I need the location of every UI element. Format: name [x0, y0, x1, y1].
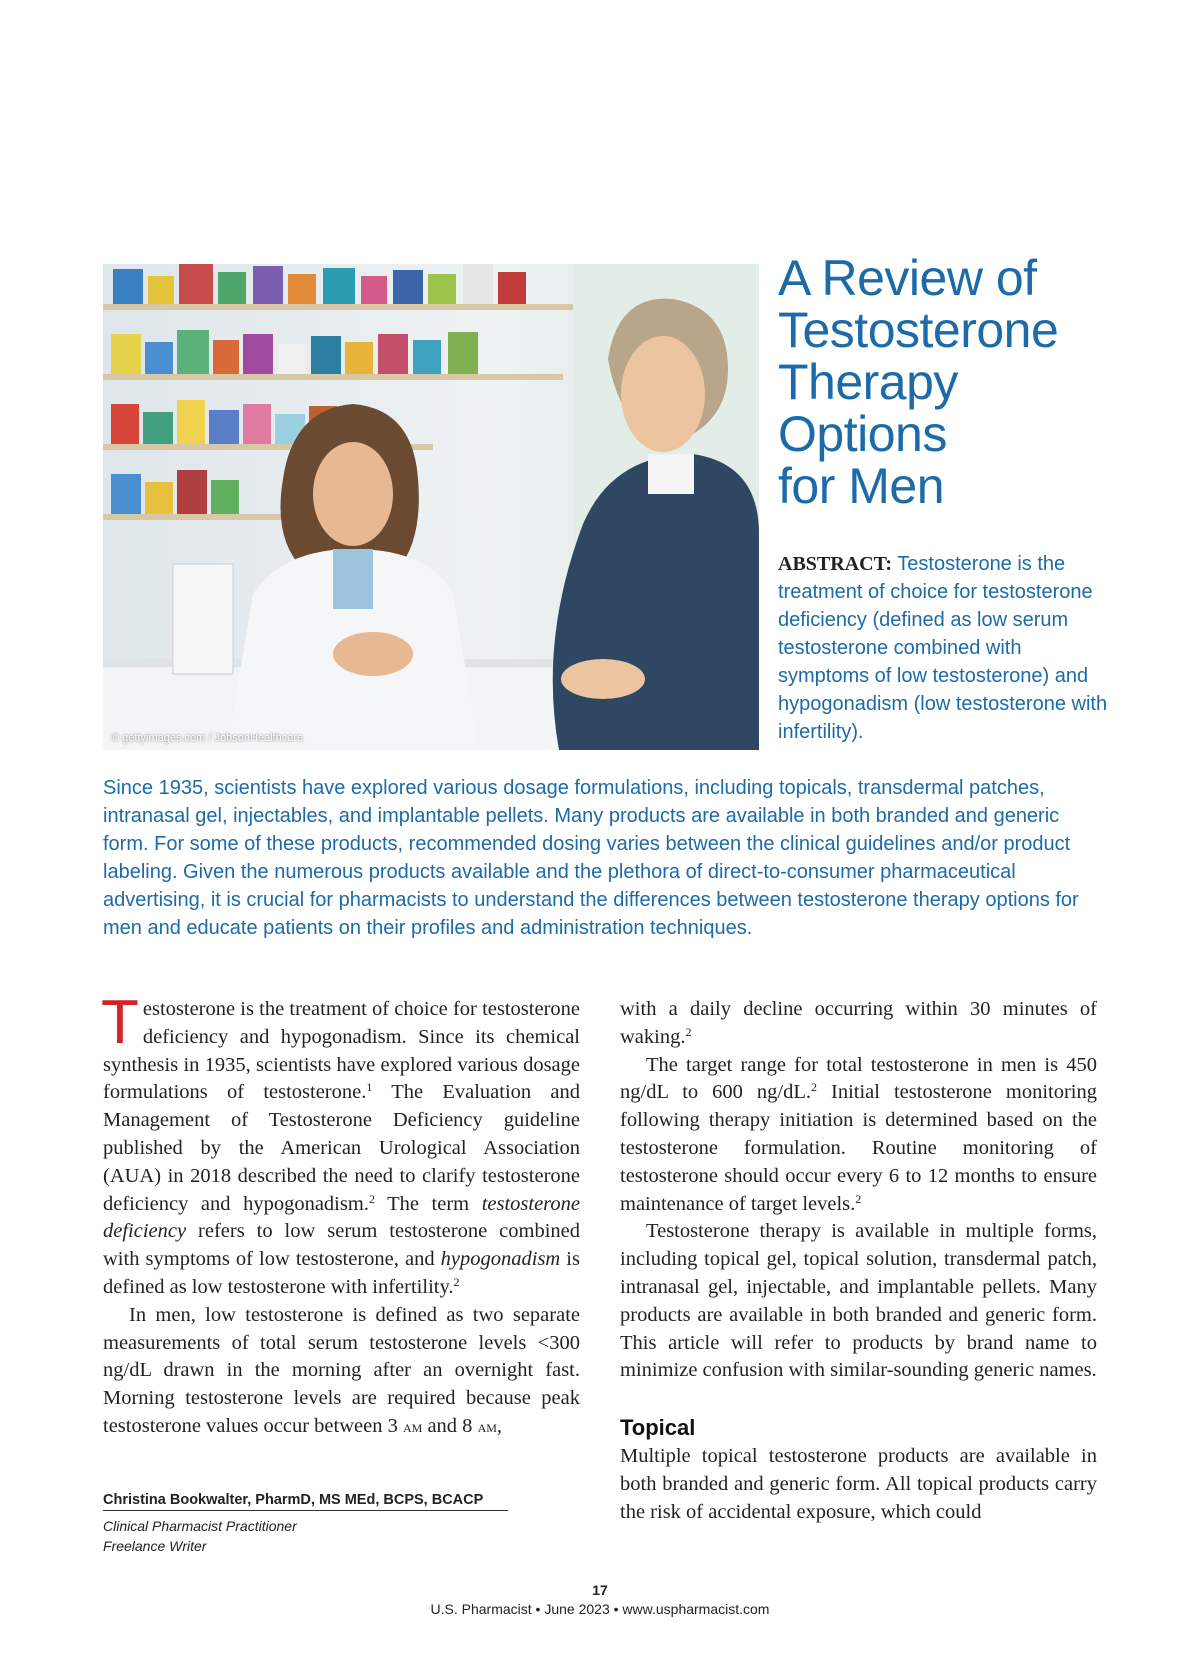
pharmacy-photo — [103, 264, 759, 750]
text-run: , — [496, 1414, 503, 1437]
title-line-3: Therapy — [778, 354, 958, 410]
title-line-5: for Men — [778, 458, 945, 514]
text-run: Initial testosterone monitoring following therapy initiation is determined based on the testosterone formulation. Routine monitoring of testosterone should occur every 6 to 12 months to ensure maintenance of target levels. — [620, 1081, 1098, 1215]
abstract-intro — [778, 550, 1108, 746]
citation-ref: 2 — [855, 1191, 862, 1206]
citation-ref: 2 — [811, 1080, 818, 1095]
term-hypogonadism: hypogonadism — [440, 1248, 561, 1271]
paragraph-intro — [101, 988, 581, 1302]
body-column-2 — [620, 996, 1097, 1527]
photo-credit: © gettyimages.com / JobsonHealthcare — [111, 732, 304, 744]
paragraph-forms: Testosterone therapy is available in multiple forms, including topical gel, topical solution, transdermal patch, intranasal gel, injectable, and implantable pellets. Many products are available in both branded and generic form. This article will refer to products by brand name to minimize confusion with similar-sounding generic names. — [620, 1220, 1097, 1382]
citation-ref: 1 — [366, 1080, 373, 1095]
paragraph-low-testosterone — [103, 1302, 580, 1441]
abstract-label: ABSTRACT: — [778, 553, 893, 575]
text-run: refers to low serum testosterone combined with symptoms of low testosterone, and — [103, 1220, 580, 1271]
abstract-intro-text: Testosterone is the treatment of choice for testosterone deficiency (defined as low serum testosterone combined with symptoms of low testosterone) and hypogonadism (low testosterone with infertility). — [778, 553, 1108, 743]
body-column-1 — [101, 988, 581, 1441]
text-run: In men, low testosterone is defined as two separate measurements of total serum testosterone levels <300 ng/dL drawn in the morning after an overnight fast. Morning testosterone levels are required because peak testosterone values occur between 3 — [103, 1303, 580, 1437]
paragraph-continued — [620, 996, 1097, 1052]
author-role-1: Clinical Pharmacist Practitioner — [103, 1518, 297, 1534]
text-run: The target range for total testosterone in men is 450 ng/dL to 600 ng/dL. — [620, 1053, 1097, 1104]
citation-ref: 2 — [368, 1191, 375, 1206]
text-run: The term — [374, 1192, 482, 1215]
citation-ref: 2 — [453, 1274, 460, 1289]
paragraph-topical: Multiple topical testosterone products are available in both branded and generic form. All topical products carry the risk of accidental exposure, which could — [620, 1445, 1097, 1523]
text-run: and 8 — [422, 1414, 478, 1437]
author-name: Christina Bookwalter, PharmD, MS MEd, BCPS, BCACP — [103, 1492, 508, 1511]
text-run: is defined as low testosterone with infertility. — [103, 1248, 580, 1298]
title-line-2: Testosterone — [778, 302, 1059, 358]
title-line-1: A Review of — [778, 250, 1037, 306]
text-run: with a daily decline occurring within 30 minutes of waking. — [620, 998, 1097, 1048]
page-number: 17 — [592, 1582, 608, 1598]
abstract-body: Since 1935, scientists have explored various dosage formulations, including topicals, transdermal patches, intranasal gel, injectables, and implantable pellets. Many products are available in both branded and generic form. For some of these products, recommended dosing varies between the clinical guidelines and/or product labeling. Given the numerous products available and the plethora of direct-to-consumer pharmaceutical advertising, it is crucial for pharmacists to understand the differences between testosterone therapy options for men and educate patients on their profiles and administration techniques. — [103, 777, 1079, 939]
time-marker: am — [402, 1416, 423, 1436]
time-marker: am — [477, 1416, 497, 1436]
publication-line: U.S. Pharmacist • June 2023 • www.uspharmacist.com — [430, 1601, 770, 1617]
author-block — [103, 1492, 508, 1556]
author-role-2: Freelance Writer — [103, 1538, 207, 1554]
section-heading-topical: Topical — [620, 1415, 696, 1441]
drop-cap: T — [101, 988, 139, 1057]
article-title — [778, 252, 1178, 512]
text-run: estosterone is the treatment of choice for testosterone deficiency and hypogonadism. Since its chemical synthesis in 1935, scientists have explored various dosage formulations of testosterone. — [103, 998, 580, 1104]
title-line-4: Options — [778, 406, 947, 462]
citation-ref: 2 — [685, 1024, 692, 1039]
text-run: The Evaluation and Management of Testosterone Deficiency guideline published by the American Urological Association (AUA) in 2018 described the need to clarify testosterone deficiency and hypogonadism. — [103, 1081, 581, 1215]
term-testosterone-deficiency: testosterone deficiency — [103, 1192, 580, 1243]
pharmacy-photo-image — [103, 264, 759, 750]
paragraph-target-range — [620, 1052, 1097, 1219]
page-footer — [0, 1581, 1200, 1619]
